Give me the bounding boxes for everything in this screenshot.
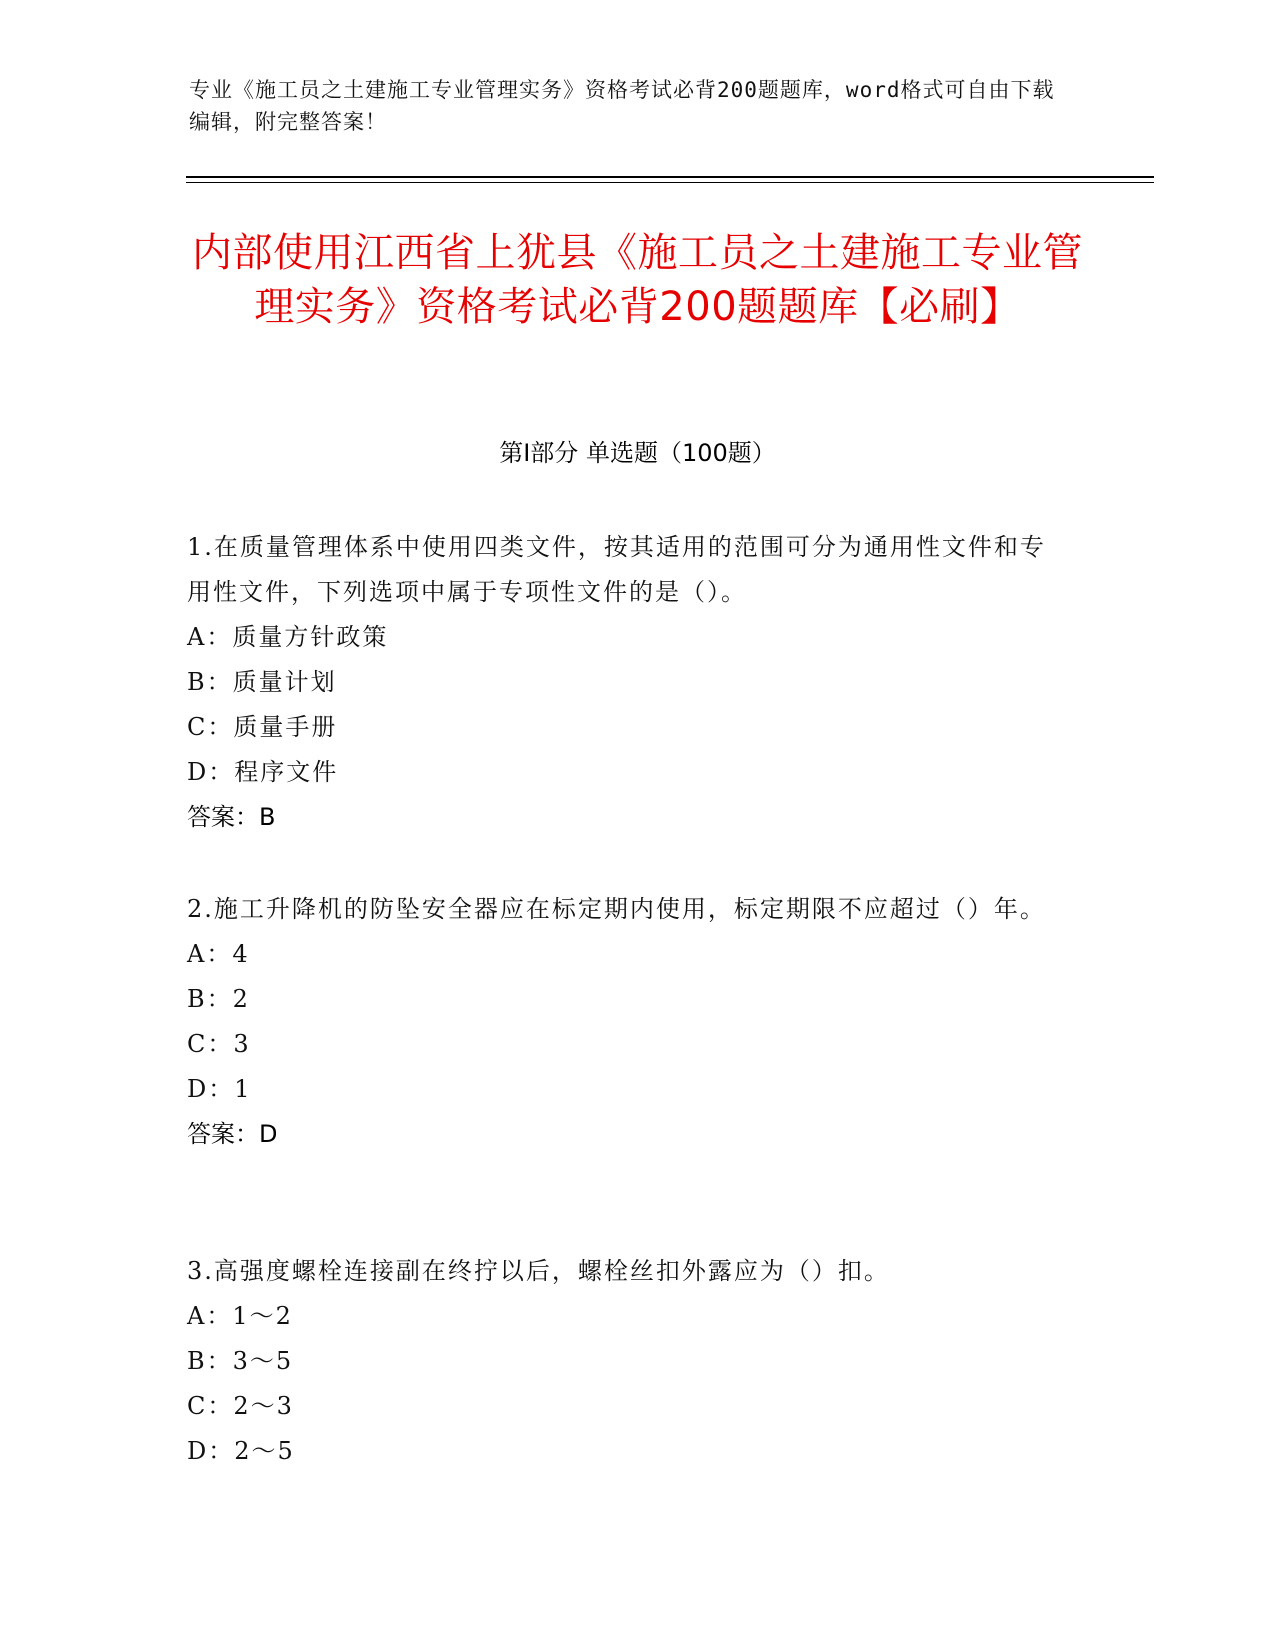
option-d: D：程序文件 [187,758,339,786]
option-c: C：2～3 [187,1392,294,1420]
option-c: C：3 [187,1030,251,1058]
option-c: C：质量手册 [187,713,338,741]
question-1 [187,525,1067,840]
option-a: A：质量方针政策 [187,623,389,651]
answer: 答案：D [187,1120,278,1148]
question-3 [187,1249,1067,1474]
section-heading: 第I部分 单选题（100题） [499,439,776,467]
question-text: 3.高强度螺栓连接副在终拧以后，螺栓丝扣外露应为（）扣。 [187,1257,890,1285]
answer: 答案：B [187,803,276,831]
header-divider-thick [186,176,1154,178]
option-d: D：1 [187,1075,252,1103]
header-note: 专业《施工员之土建施工专业管理实务》资格考试必背200题题库，word格式可自由下载编辑，附完整答案！ [189,78,1055,134]
header-divider-thin [186,182,1154,183]
option-d: D：2～5 [187,1437,295,1465]
question-2 [187,887,1067,1157]
option-b: B：3～5 [187,1347,294,1375]
option-b: B：质量计划 [187,668,337,696]
option-a: A：4 [187,940,250,968]
question-text: 1.在质量管理体系中使用四类文件，按其适用的范围可分为通用性文件和专用性文件，下列选项中属于专项性文件的是（）。 [187,533,1046,606]
question-text: 2.施工升降机的防坠安全器应在标定期内使用，标定期限不应超过（）年。 [187,895,1046,923]
option-a: A：1～2 [187,1302,293,1330]
option-b: B：2 [187,985,250,1013]
document-title: 内部使用江西省上犹县《施工员之土建施工专业管理实务》资格考试必背200题题库【必刷】 [192,230,1083,330]
